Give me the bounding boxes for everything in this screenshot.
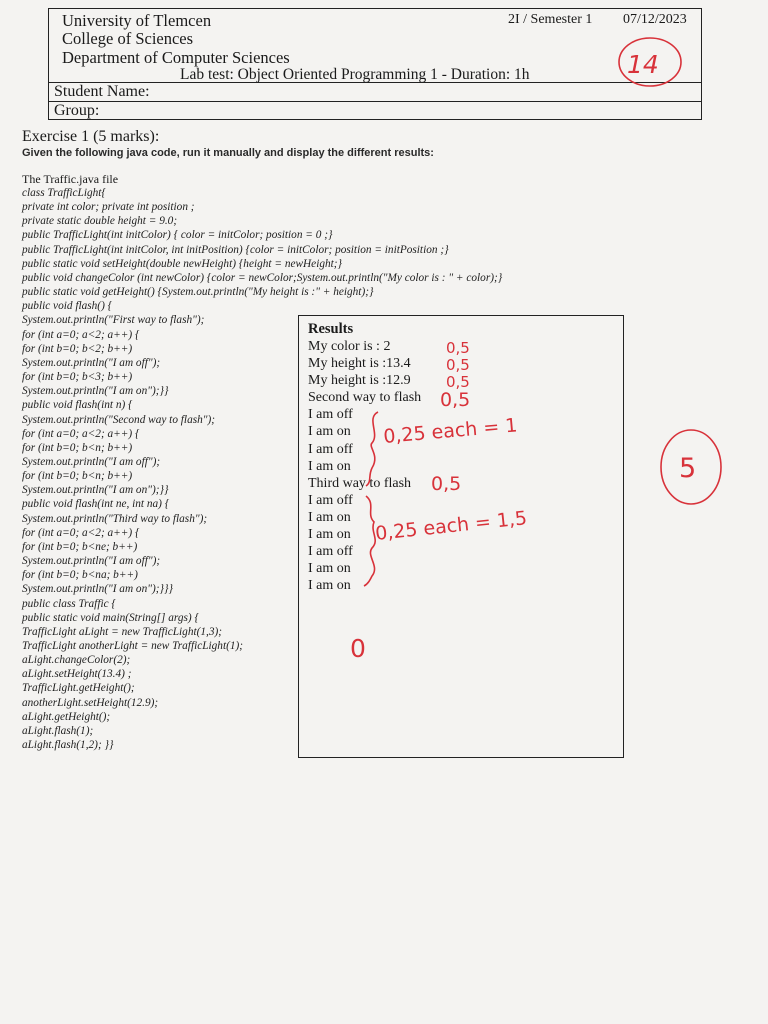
code-line: public void flash(int n) {: [22, 399, 133, 412]
code-line: public void changeColor (int newColor) {color = newColor;System.out.println("My color is : " + color);}: [22, 271, 503, 284]
code-line: System.out.println("I am off");: [22, 555, 161, 568]
code-line: aLight.changeColor(2);: [22, 654, 131, 667]
result-line: My height is :13.4: [308, 356, 411, 372]
semester-label: 2I / Semester 1: [508, 12, 593, 27]
code-line: for (int b=0; b<3; b++): [22, 371, 133, 384]
code-line: TrafficLight.getHeight();: [22, 682, 135, 695]
result-line: Third way to flash: [308, 475, 412, 491]
code-line: System.out.println("I am off");: [22, 455, 161, 468]
code-line: TrafficLight anotherLight = new TrafficLight(1);: [22, 640, 244, 652]
college-name: College of Sciences: [62, 29, 194, 48]
code-line: System.out.println("I am off");: [22, 356, 161, 369]
code-line: System.out.println("First way to flash");: [22, 314, 205, 327]
result-line: My height is :12.9: [308, 373, 411, 389]
score-mark: 0,5: [440, 389, 471, 411]
score-mark: 0,5: [446, 356, 470, 374]
student-name-label: Student Name:: [54, 83, 150, 100]
bracket-group1: [366, 412, 378, 486]
code-line: for (int b=0; b<n; b++): [22, 441, 133, 454]
university-name: University of Tlemcen: [62, 11, 212, 30]
code-line: System.out.println("I am on");}}: [22, 385, 169, 398]
code-line: aLight.setHeight(13.4) ;: [22, 668, 132, 681]
code-line: TrafficLight aLight = new TrafficLight(1,3);: [22, 625, 223, 638]
code-line: private static double height = 9.0;: [22, 215, 178, 228]
result-line: Second way to flash: [308, 390, 422, 406]
total-score: 14: [627, 50, 659, 79]
result-line: I am off: [308, 441, 353, 457]
code-line: public static void getHeight() {System.out.println("My height is :" + height);}: [22, 286, 374, 299]
result-line: I am on: [308, 424, 351, 440]
exercise-score: 5: [679, 453, 697, 484]
code-line: public void flash(int ne, int na) {: [22, 498, 170, 511]
code-line: public class Traffic {: [22, 597, 116, 610]
code-line: for (int b=0; b<na; b++): [22, 569, 138, 582]
code-line: public static void main(String[] args) {: [22, 611, 199, 624]
score-mark: 0,5: [431, 473, 462, 495]
result-line: I am on: [308, 509, 351, 525]
code-line: public TrafficLight(int initColor) { color = initColor; position = 0 ;}: [22, 229, 333, 242]
exercise-title: Exercise 1 (5 marks):: [22, 128, 160, 145]
results-title: Results: [308, 321, 354, 337]
code-line: public void flash() {: [22, 300, 113, 313]
group1-note: 0,25 each = 1: [382, 414, 519, 448]
code-line: class TrafficLight{: [22, 187, 106, 199]
file-title: The Traffic.java file: [22, 172, 119, 186]
code-line: aLight.flash(1,2); }}: [22, 739, 114, 752]
code-line: System.out.println("Second way to flash");: [22, 413, 216, 426]
code-line: for (int b=0; b<ne; b++): [22, 540, 138, 553]
group2-note: 0,25 each = 1,5: [374, 507, 529, 545]
code-line: for (int a=0; a<2; a++) {: [22, 427, 140, 440]
department-name: Department of Computer Sciences: [62, 48, 290, 67]
result-line: I am off: [308, 492, 353, 508]
result-line: My color is : 2: [308, 339, 391, 354]
score-mark: 0,5: [446, 373, 470, 391]
code-line: for (int b=0; b<n; b++): [22, 470, 133, 483]
result-line: I am on: [308, 458, 351, 474]
code-line: System.out.println("I am on");}}: [22, 484, 169, 497]
code-line: System.out.println("Third way to flash");: [22, 512, 208, 525]
result-line: I am off: [308, 407, 353, 423]
zero-mark: 0: [350, 634, 366, 663]
code-line: aLight.getHeight();: [22, 710, 111, 723]
code-line: for (int b=0; b<2; b++): [22, 342, 133, 355]
result-line: I am on: [308, 578, 351, 594]
exam-date: 07/12/2023: [623, 12, 687, 27]
code-line: private int color; private int position ;: [22, 201, 195, 214]
code-line: for (int a=0; a<2; a++) {: [22, 328, 140, 341]
group-label: Group:: [54, 102, 100, 119]
code-line: System.out.println("I am on");}}}: [22, 583, 174, 596]
lab-test-title: Lab test: Object Oriented Programming 1 - Duration: 1h: [180, 66, 530, 83]
code-line: anotherLight.setHeight(12.9);: [22, 696, 159, 709]
exercise-instruction: Given the following java code, run it manually and display the different results:: [22, 147, 434, 159]
code-line: public TrafficLight(int initColor, int initPosition) {color = initColor; position = initPosition ;}: [22, 243, 449, 256]
code-line: public static void setHeight(double newHeight) {height = newHeight;}: [22, 257, 343, 270]
result-line: I am off: [308, 544, 353, 560]
code-line: for (int a=0; a<2; a++) {: [22, 526, 140, 539]
result-line: I am on: [308, 527, 351, 543]
code-line: aLight.flash(1);: [22, 724, 94, 737]
bracket-group2: [364, 496, 375, 586]
result-line: I am on: [308, 561, 351, 577]
score-mark: 0,5: [446, 339, 470, 357]
